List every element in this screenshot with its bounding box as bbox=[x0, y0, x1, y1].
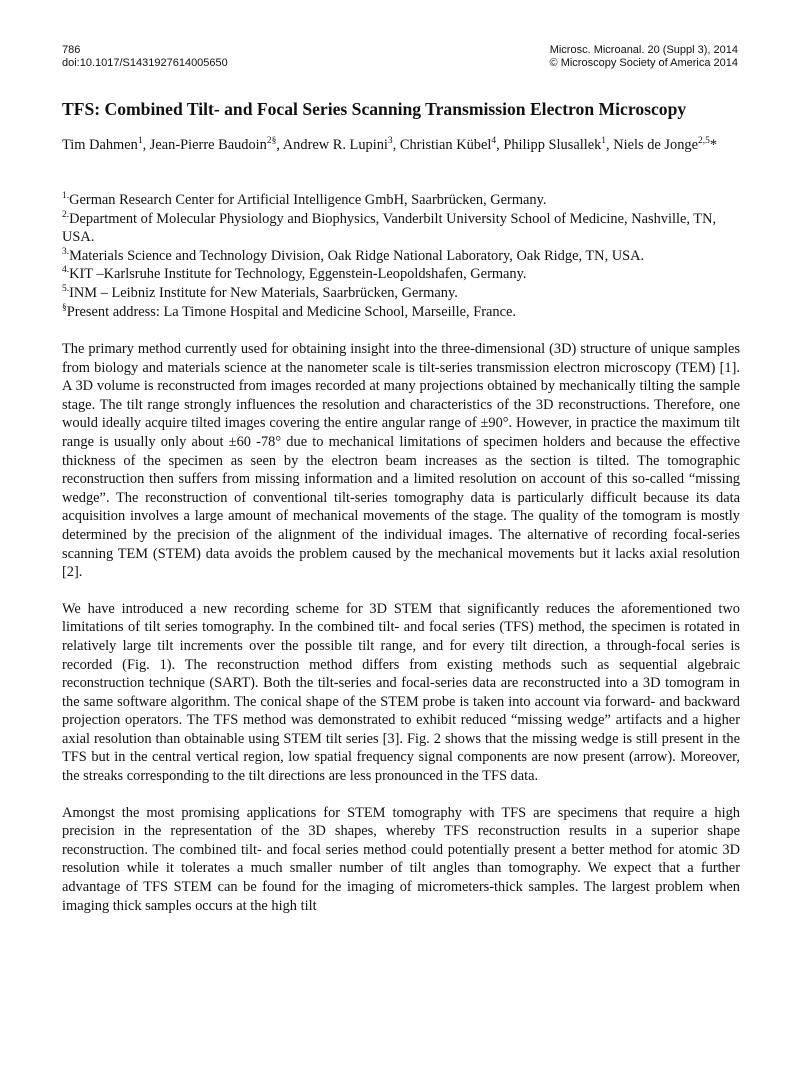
body-paragraph: Amongst the most promising applications for STEM tomography with TFS are specimens that require a high precision in the representation of the 3D shapes, whereby TFS reconstruction results in a superior shape reconstruction. The combined tilt- and focal series method could potentially present a better method for atomic 3D resolution while it tolerates a much smaller number of tilt angles than tomography. We expect that a further advantage of TFS STEM can be found for the imaging of micrometers-thick samples. The largest problem when imaging thick samples occurs at the high tilt bbox=[62, 804, 740, 914]
affiliation-mark: 5. bbox=[62, 284, 70, 295]
author-name: Christian Kübel bbox=[399, 137, 492, 153]
page-number: 786 bbox=[62, 44, 81, 56]
affiliation-text: Department of Molecular Physiology and Biophysics, Vanderbilt University School of Medicine, Nashville, TN, USA. bbox=[62, 210, 717, 246]
affiliation-text: INM – Leibniz Institute for New Materials, Saarbrücken, Germany. bbox=[69, 284, 458, 301]
affiliation bbox=[62, 303, 742, 322]
affiliation bbox=[62, 247, 742, 266]
affiliation-text: Materials Science and Technology Division, Oak Ridge National Laboratory, Oak Ridge, TN, USA. bbox=[69, 247, 645, 264]
author-separator: , bbox=[392, 137, 400, 153]
author-name: Philipp Slusallek bbox=[503, 137, 602, 153]
affiliation bbox=[62, 265, 742, 284]
affiliation-text: German Research Center for Artificial Intelligence GmbH, Saarbrücken, Germany. bbox=[69, 192, 547, 208]
author-affiliation-mark: 2§ bbox=[266, 136, 277, 147]
affiliation bbox=[62, 191, 742, 210]
author-affiliation-mark: 3 bbox=[387, 136, 393, 147]
author-separator: * bbox=[709, 137, 718, 153]
affiliation-list bbox=[62, 191, 742, 321]
header-right bbox=[550, 44, 738, 70]
author-affiliation-mark: 1 bbox=[137, 136, 143, 147]
affiliation-mark: § bbox=[62, 302, 67, 313]
author-separator: , bbox=[606, 137, 614, 153]
affiliation-mark: 3. bbox=[62, 246, 70, 257]
affiliation bbox=[62, 284, 742, 303]
affiliation-mark: 2. bbox=[62, 209, 70, 220]
author-list bbox=[62, 136, 742, 155]
copyright: © Microscopy Society of America 2014 bbox=[549, 57, 738, 69]
author-separator: , bbox=[496, 137, 504, 153]
affiliation-mark: 1. bbox=[62, 191, 70, 202]
author-affiliation-mark: 1 bbox=[601, 136, 607, 147]
author-name: Andrew R. Lupini bbox=[282, 137, 388, 153]
header-left bbox=[62, 44, 228, 70]
author-affiliation-mark: 2,5 bbox=[697, 136, 710, 147]
author-affiliation-mark: 4 bbox=[491, 136, 497, 147]
author-separator: , bbox=[276, 137, 283, 153]
body-text bbox=[62, 340, 740, 933]
affiliation-mark: 4. bbox=[62, 265, 70, 276]
author-separator: , bbox=[142, 137, 150, 153]
author-name: Niels de Jonge bbox=[613, 137, 698, 153]
author-name: Jean-Pierre Baudoin bbox=[149, 137, 267, 153]
affiliation-text: Present address: La Timone Hospital and Medicine School, Marseille, France. bbox=[66, 303, 516, 320]
body-paragraph: The primary method currently used for obtaining insight into the three-dimensional (3D) structure of unique samples from biology and materials science at the nanometer scale is tilt-series transmission electron microscopy (TEM) [1]. A 3D volume is reconstructed from images recorded at many projections obtained by mechanically tilting the sample stage. The tilt range strongly influences the resolution and characteristics of the 3D reconstructions. Therefore, one would ideally acquire tilted images covering the entire angular range of ±90°. However, in practice the maximum tilt range is usually only about ±60 -78° due to mechanical limitations of specimen holders and because the effective thickness of the specimen as seen by the electron beam increases as the section is tilted. The tomographic reconstruction then suffers from missing information and a limited resolution on account of this so-called “missing wedge”. The reconstruction of conventional tilt-series tomography data is particularly difficult because its data acquisition involves a large amount of mechanical movements of the stage. The quality of the tomogram is mostly determined by the precision of the alignment of the individual images. The alternative of recording focal-series scanning TEM (STEM) data avoids the problem caused by the mechanical movements but it lacks axial resolution [2]. bbox=[62, 341, 740, 581]
author-name: Tim Dahmen bbox=[62, 137, 138, 153]
affiliation-text: KIT –Karlsruhe Institute for Technology, Eggenstein-Leopoldshafen, Germany. bbox=[69, 266, 527, 283]
body-paragraph: We have introduced a new recording scheme for 3D STEM that significantly reduces the aforementioned two limitations of tilt series tomography. In the combined tilt- and focal series (TFS) method, the specimen is rotated in relatively large tilt increments over the possible tilt range, and for every tilt direction, a through-focal series is recorded (Fig. 1). The reconstruction method differs from existing methods such as sequential algebraic reconstruction technique (SART). Both the tilt-series and focal-series data are reconstructed into a 3D tomogram in the same software algorithm. The conical shape of the STEM probe is taken into account via forward- and backward projection operators. The TFS method was demonstrated to exhibit reduced “missing wedge” artifacts and a higher axial resolution than obtainable using STEM tilt series [3]. Fig. 2 shows that the missing wedge is still present in the TFS but in the central vertical region, low spatial frequency signal components are now present (arrow). Moreover, the streaks corresponding to the tilt directions are less pronounced in the TFS data. bbox=[62, 600, 740, 785]
journal-citation: Microsc. Microanal. 20 (Suppl 3), 2014 bbox=[549, 44, 738, 56]
doi: doi:10.1017/S1431927614005650 bbox=[62, 57, 228, 69]
affiliation bbox=[62, 210, 742, 247]
paper-title: TFS: Combined Tilt- and Focal Series Scanning Transmission Electron Microscopy bbox=[62, 99, 687, 119]
